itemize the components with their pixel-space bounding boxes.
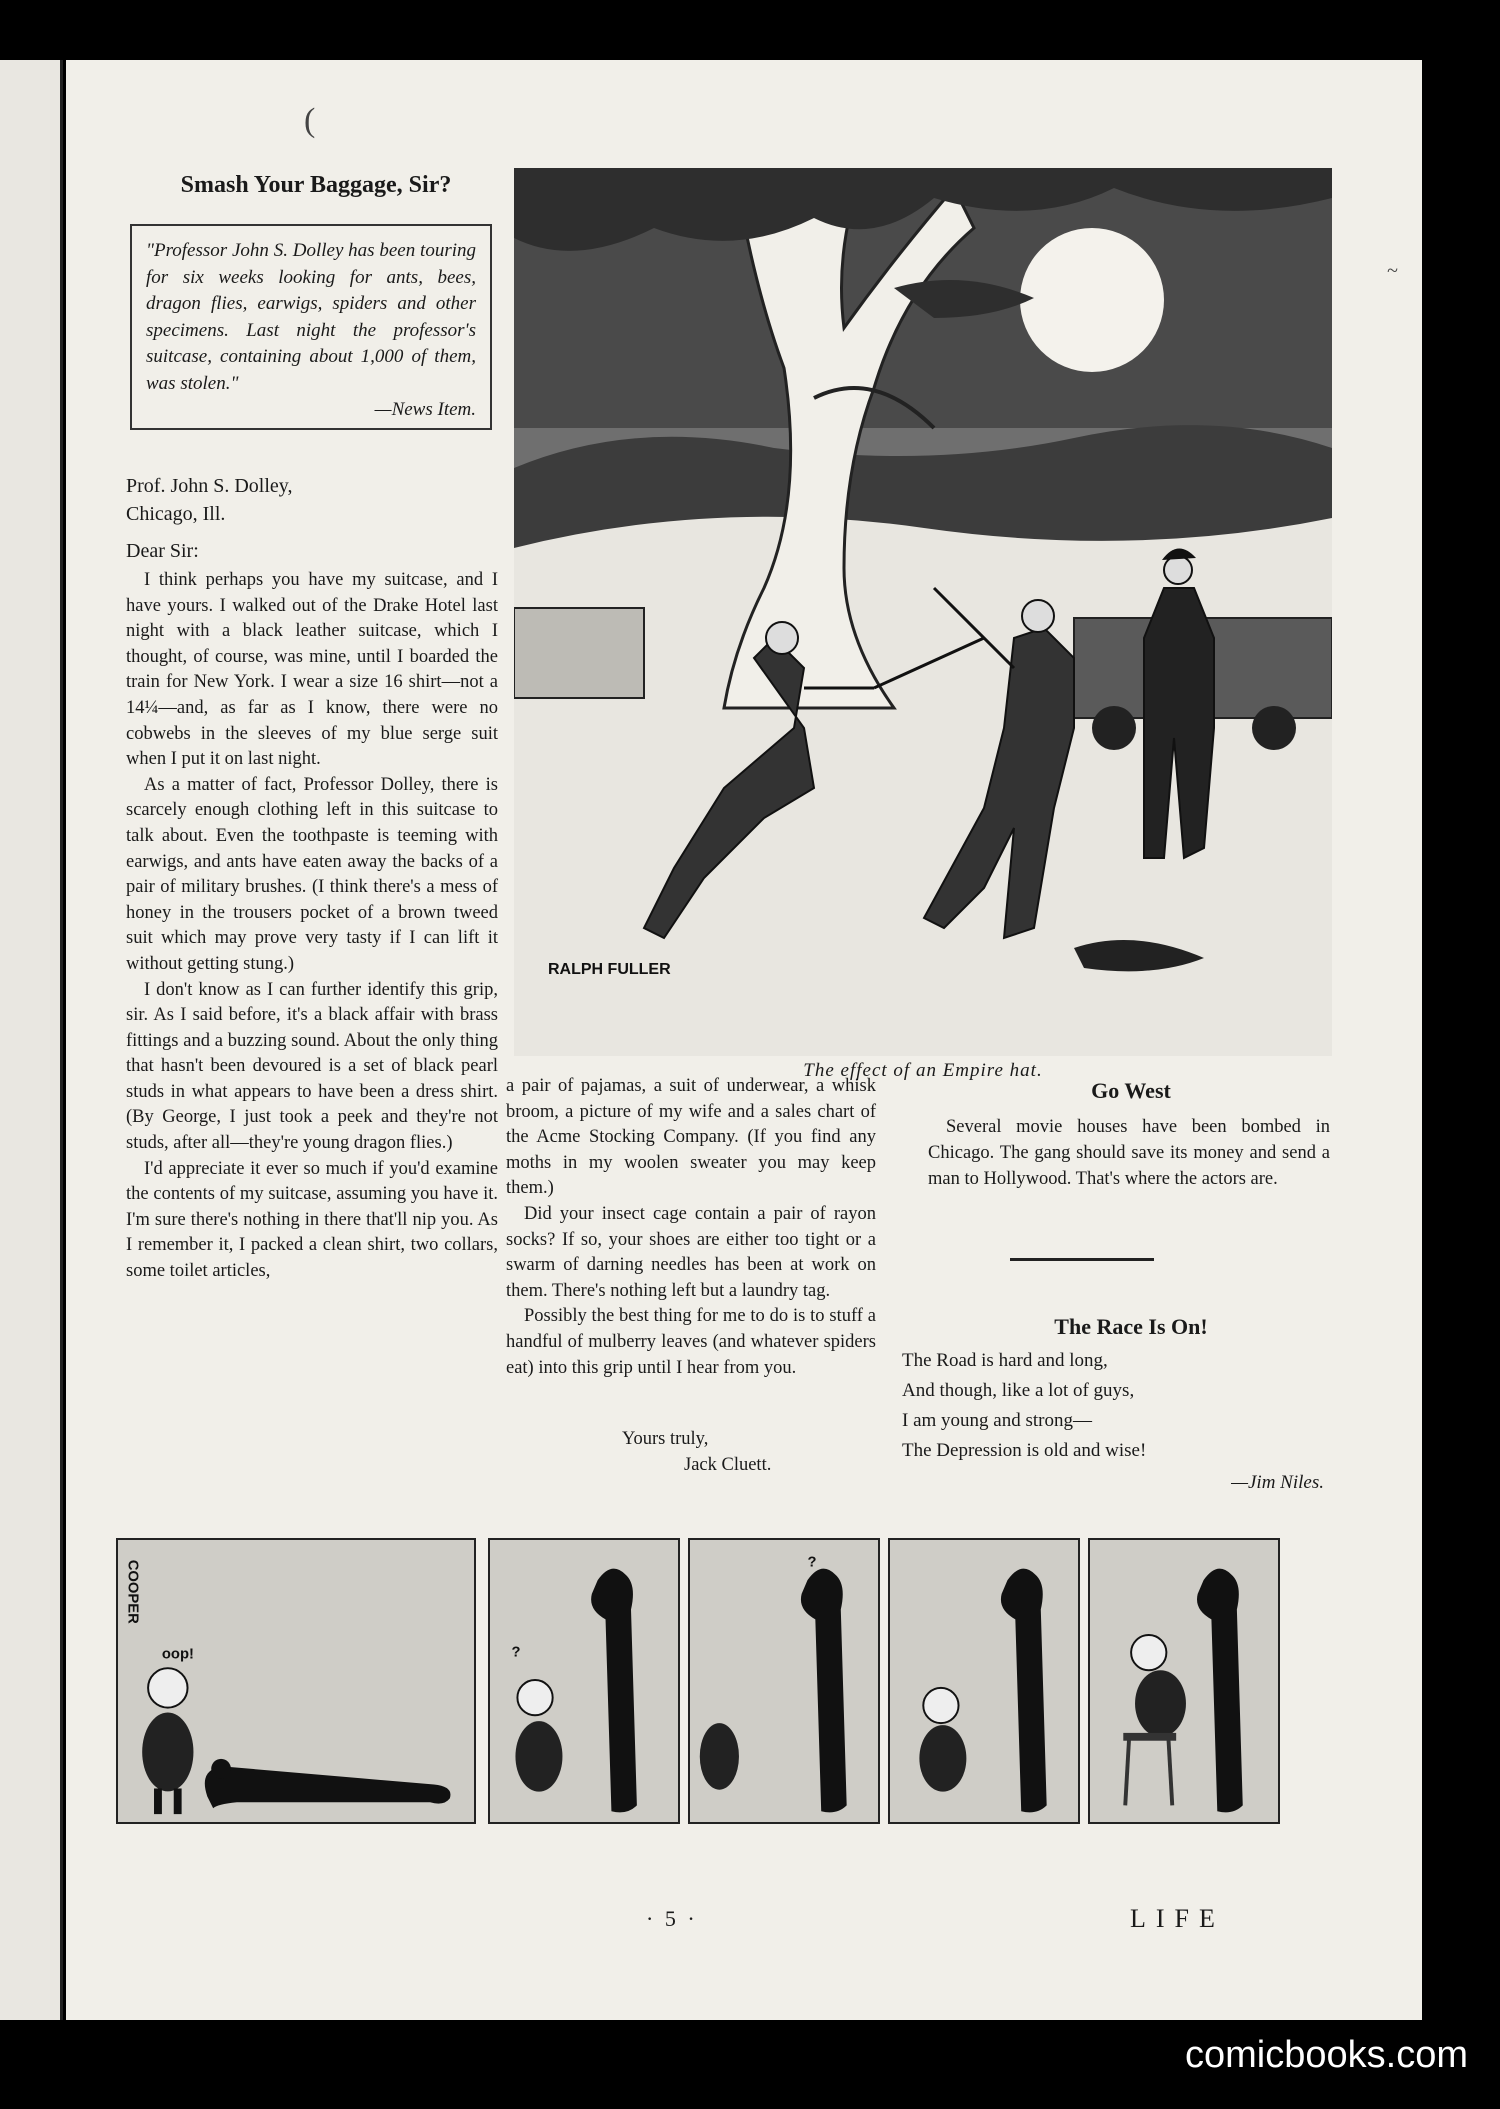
letter-paragraph: I think perhaps you have my suitcase, and I have yours. I walked out of the Drake Hotel last night with a black leather suitcase, which I thought, of course, was mine, until I boarded the train for New York. I wear a size 16 shirt—not a 14¼—and, as far as I know, there were no cobwebs in the sleeves of my blue serge suit when I put it on last night. <box>126 570 498 770</box>
margin-mark-right: ~ <box>1387 260 1398 282</box>
letter-column-1 <box>126 568 498 1285</box>
magazine-name: LIFE <box>1130 1904 1225 1933</box>
poem-line: I am young and strong— <box>902 1410 1092 1431</box>
poem-line: And though, like a lot of guys, <box>902 1380 1135 1401</box>
address-city: Chicago, Ill. <box>126 503 226 525</box>
comic-artist: COOPER <box>124 1559 141 1624</box>
tall-dachshund <box>801 1569 847 1813</box>
letter-signature: Jack Cluett. <box>684 1455 772 1475</box>
question-mark: ? <box>511 1644 521 1661</box>
comic-panel-1 <box>116 1538 476 1824</box>
comic-panel-5 <box>1088 1538 1280 1824</box>
comic-panel-4 <box>888 1538 1080 1824</box>
tall-dachshund <box>1001 1569 1047 1813</box>
comic-panel-2-art <box>490 1540 678 1822</box>
comic-strip <box>116 1538 1336 1824</box>
page-number: · 5 · <box>646 1906 698 1931</box>
news-quote-source: —News Item. <box>374 399 476 420</box>
go-west-body: Several movie houses have been bombed in Chicago. The gang should save its money and send a man to Hollywood. That's where the actors are. <box>928 1117 1330 1189</box>
salutation: Dear Sir: <box>126 540 199 562</box>
duel-illustration-art <box>514 168 1332 1056</box>
letter-address <box>126 472 292 528</box>
address-name: Prof. John S. Dolley, <box>126 475 293 497</box>
artist-signature: RALPH FULLER <box>548 961 671 978</box>
comic-panel-5-art <box>1090 1540 1278 1822</box>
letter-paragraph: As a matter of fact, Professor Dolley, there is scarcely enough clothing left in this suitcase to talk about. Even the toothpaste is teeming with earwigs, and ants have eaten away the backs of a pair of military brushes. (I think there's a mess of honey in the trousers pocket of a brown tweed suit which may prove very tasty if I can lift it without getting stung.) <box>126 774 498 974</box>
poem-line: The Road is hard and long, <box>902 1350 1108 1371</box>
duel-illustration <box>514 168 1332 1056</box>
article-title: Smash Your Baggage, Sir? <box>180 172 452 198</box>
race-poem <box>902 1346 1146 1466</box>
long-dachshund <box>205 1767 451 1808</box>
closing-line: Yours truly, <box>622 1429 709 1449</box>
stool-leg <box>1168 1737 1172 1806</box>
news-quote: "Professor John S. Dolley has been touring for six weeks looking for ants, bees, dragon flies, earwigs, spiders and other specimens. Last night the professor's suitcase, containing about 1,000 of them, was stolen." <box>146 240 476 394</box>
left-page-edge <box>0 60 63 2020</box>
letter-paragraph: Possibly the best thing for me to do is to stuff a handful of mulberry leaves (and whatever spiders eat) into this grip until I hear from you. <box>506 1306 876 1378</box>
news-quote-box <box>130 224 492 430</box>
comic-panel-1-art <box>118 1540 474 1822</box>
comic-panel-3 <box>688 1538 880 1824</box>
poem-line: The Depression is old and wise! <box>902 1440 1147 1461</box>
letter-column-2 <box>506 1074 876 1381</box>
letter-closing <box>622 1426 771 1478</box>
comic-panel-2 <box>488 1538 680 1824</box>
race-title: The Race Is On! <box>1054 1314 1208 1339</box>
poem-author: —Jim Niles. <box>1231 1472 1324 1493</box>
letter-paragraph: a pair of pajamas, a suit of underwear, a whisk broom, a picture of my wife and a sales chart of the Acme Stocking Company. (If you find any moths in my woolen sweater you may keep them.) <box>506 1076 876 1199</box>
stool-seat <box>1123 1733 1176 1741</box>
margin-mark: ( <box>304 102 316 139</box>
site-watermark: comicbooks.com <box>1185 2034 1468 2076</box>
letter-paragraph: I don't know as I can further identify this grip, sir. As I said before, it's a black affair with brass fittings and a buzzing sound. About the only thing that hasn't been devoured is a set of black pearl studs in what appears to have been a dress shirt. (By George, I just took a peek and they're not studs, after all—they're young dragon flies.) <box>126 979 498 1154</box>
go-west-title: Go West <box>1091 1078 1171 1103</box>
magazine-page <box>66 60 1422 2020</box>
exclaim-bubble: oop! <box>161 1646 194 1663</box>
illustration-caption: The effect of an Empire hat. <box>803 1060 1043 1081</box>
tall-dachshund <box>1197 1569 1243 1813</box>
comic-panel-4-art <box>890 1540 1078 1822</box>
moon <box>1020 228 1164 372</box>
comic-panel-3-art <box>690 1540 878 1822</box>
stool-leg <box>1125 1737 1129 1806</box>
parked-car-left <box>514 608 644 698</box>
letter-paragraph: I'd appreciate it ever so much if you'd examine the contents of my suitcase, assuming you have it. I'm sure there's nothing in there that'll nip you. As I remember it, I packed a clean shirt, two collars, some toilet articles, <box>126 1158 498 1282</box>
section-rule <box>1010 1258 1154 1261</box>
question-mark: ? <box>807 1554 817 1571</box>
tall-dachshund <box>591 1569 637 1813</box>
letter-paragraph: Did your insect cage contain a pair of rayon socks? If so, your shoes are either too tight or a swarm of darning needles has been at work on them. There's nothing left but a laundry tag. <box>506 1203 876 1301</box>
